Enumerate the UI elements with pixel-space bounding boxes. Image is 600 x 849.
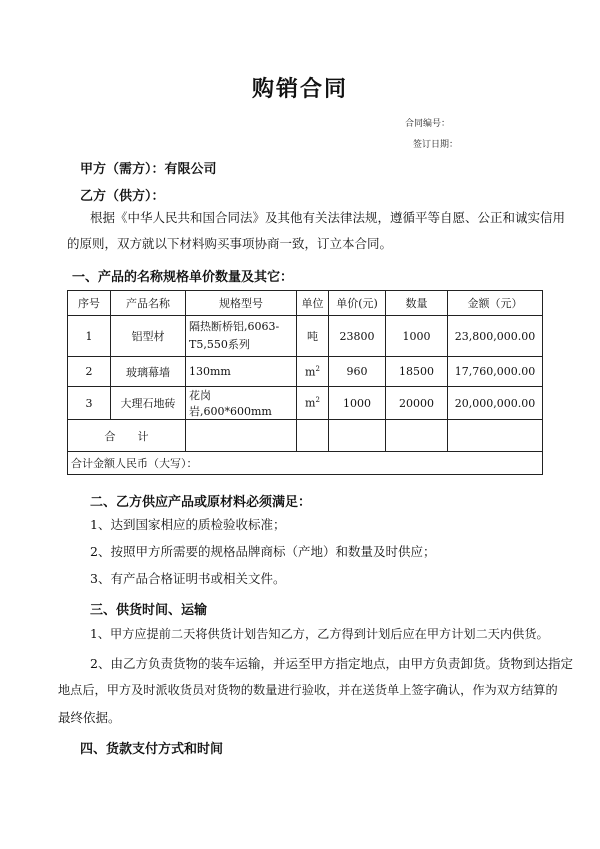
row-number: 3 — [68, 387, 111, 420]
amount: 17,760,000.00 — [448, 357, 543, 387]
section-3-heading: 三、供货时间、运输 — [90, 603, 208, 618]
party-b: 乙方（供方）： — [80, 189, 165, 204]
sign-date-label: 签订日期： — [413, 140, 459, 150]
section-2-heading: 二、乙方供应产品或原材料必须满足： — [90, 495, 312, 510]
column-header: 单价(元) — [329, 291, 386, 316]
section-2-item: 3、有产品合格证明书或相关文件。 — [90, 571, 286, 586]
unit-superscript: 2 — [315, 396, 320, 405]
column-header: 序号 — [68, 291, 111, 316]
column-header: 产品名称 — [111, 291, 186, 316]
section-2-item: 2、按照甲方所需要的规格品牌商标（产地）和数量及时供应； — [90, 544, 436, 559]
amount: 23,800,000.00 — [448, 316, 543, 357]
column-header: 数量 — [386, 291, 448, 316]
total-row — [68, 420, 543, 452]
total-amount-cell — [448, 420, 543, 452]
intro-line-1: 根据《中华人民共和国合同法》及其他有关法律法规，遵循平等自愿、公正和诚实信用 — [90, 210, 566, 225]
product-spec: 花岗岩,600*600mm — [186, 387, 297, 420]
total-cell — [186, 420, 297, 452]
intro-line-2: 的原则，双方就以下材料购买事项协商一致，订立本合同。 — [67, 236, 393, 251]
product-spec: 隔热断桥铝,6063-T5,550系列 — [186, 316, 297, 357]
section-4-heading: 四、货款支付方式和时间 — [80, 742, 224, 757]
quantity: 1000 — [386, 316, 448, 357]
table-row — [68, 387, 543, 420]
section-3-item-2-line-1: 2、由乙方负责货物的装车运输，并运至甲方指定地点，由甲方负责卸货。货物到达指定 — [90, 656, 573, 671]
section-3-item-2-line-3: 最终依据。 — [58, 710, 121, 725]
page-title: 购销合同 — [251, 76, 348, 102]
unit-superscript: 2 — [315, 364, 320, 373]
unit-price: 1000 — [329, 387, 386, 420]
column-header: 规格型号 — [186, 291, 297, 316]
unit: m — [305, 396, 316, 410]
amount: 20,000,000.00 — [448, 387, 543, 420]
total-cell — [329, 420, 386, 452]
column-header: 单位 — [297, 291, 329, 316]
contract-number-label: 合同编号： — [405, 119, 451, 129]
quantity: 18500 — [386, 357, 448, 387]
unit-cell — [297, 387, 329, 420]
product-table — [67, 290, 543, 475]
unit: m — [305, 365, 316, 379]
quantity: 20000 — [386, 387, 448, 420]
section-1-heading: 一、产品的名称规格单价数量及其它： — [72, 270, 294, 285]
section-2-item: 1、达到国家相应的质检验收标准； — [90, 517, 286, 532]
total-rmb-label: 合计金额人民币（大写）： — [68, 452, 543, 475]
total-cell — [297, 420, 329, 452]
total-rmb-row — [68, 452, 543, 475]
section-3-item-2-line-2: 地点后，甲方及时派收货员对货物的数量进行验收，并在送货单上签字确认，作为双方结算的 — [58, 683, 558, 697]
total-cell — [386, 420, 448, 452]
column-header: 金额（元） — [448, 291, 543, 316]
product-name: 铝型材 — [111, 316, 186, 357]
unit-price: 960 — [329, 357, 386, 387]
total-label: 合 计 — [68, 420, 186, 452]
party-a: 甲方（需方）：有限公司 — [80, 162, 217, 177]
unit-price: 23800 — [329, 316, 386, 357]
row-number: 1 — [68, 316, 111, 357]
product-name: 玻璃幕墙 — [111, 357, 186, 387]
row-number: 2 — [68, 357, 111, 387]
table-row — [68, 316, 543, 357]
unit: 吨 — [297, 316, 329, 357]
unit-cell — [297, 357, 329, 387]
table-row — [68, 357, 543, 387]
section-3-item-1: 1、甲方应提前二天将供货计划告知乙方，乙方得到计划后应在甲方计划二天内供货。 — [90, 627, 549, 641]
product-spec: 130mm — [186, 357, 297, 387]
product-name: 大理石地砖 — [111, 387, 186, 420]
table-header-row — [68, 291, 543, 316]
